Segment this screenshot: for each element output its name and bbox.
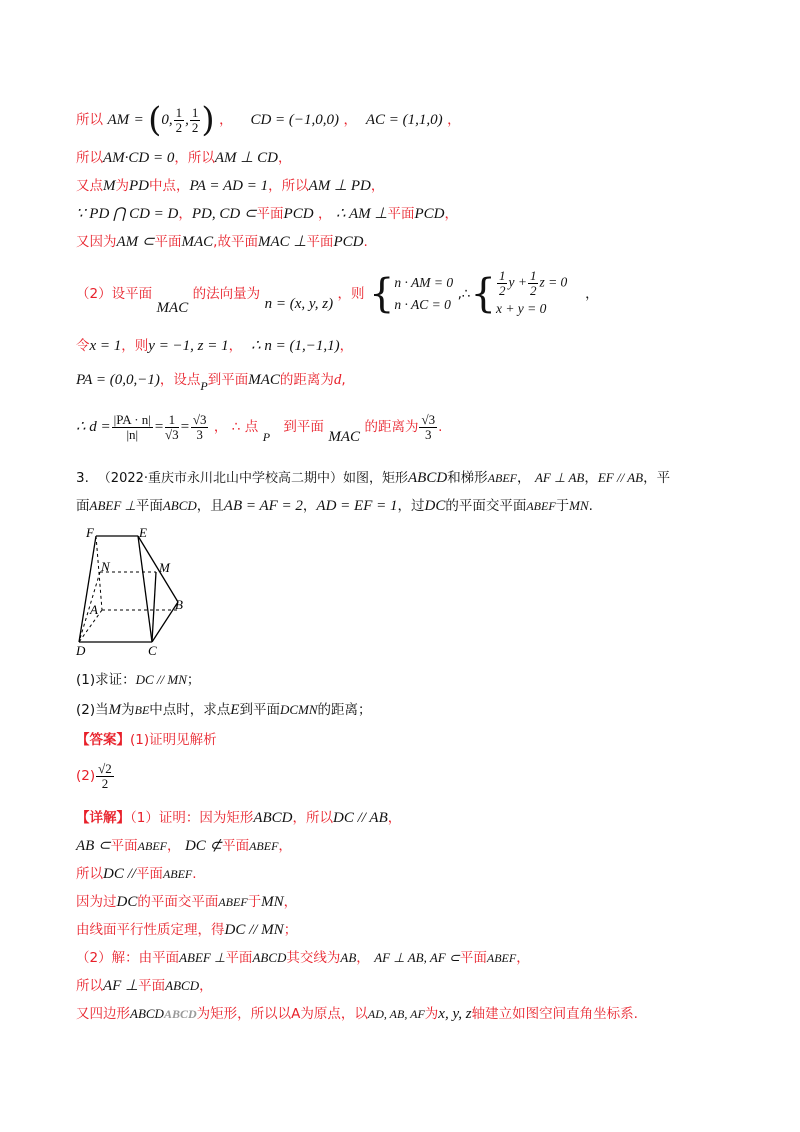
detail-6: （2）解：由平面ABEF ⊥平面ABCD其交线为AB， AF ⊥ AB, AF ⊂平面ABEF， bbox=[76, 950, 530, 966]
line-9-distance: ∴ d = $\frac{|PA \cdot n|}{|n|}$ = $\frac{1}{√3}$ = $\frac{√3}{3}$ ， ∴ 点 P 到平面 MAC 的距离为 $\frac{√3}{3}$ . bbox=[76, 411, 443, 445]
detail-5: 由线面平行性质定理，得DC // MN； bbox=[76, 922, 298, 938]
detail-4: 因为过DC的平面交平面ABEF于MN， bbox=[76, 894, 298, 910]
edge-mc bbox=[152, 572, 156, 642]
line-1: 所以 AM = (0, $\frac{1}{2}$ , $\frac{1}{2}$ ) ， CD = (−1,0,0) ， AC = (1,1,0) ， bbox=[76, 100, 461, 140]
label-e: E bbox=[139, 525, 147, 540]
answer-2: (2) $\frac{√2}{2}$ bbox=[76, 760, 112, 791]
part-2: (2)当M为BE中点时，求点E到平面DCMN的距离； bbox=[76, 702, 372, 718]
fraction: $\frac{1}{√3}$ bbox=[165, 411, 179, 442]
question-3-line-1: 3. （2022·重庆市永川北山中学校高二期中）如图，矩形ABCD和梯形ABEF， AF ⊥ AB，EF // AB，平 bbox=[76, 470, 671, 486]
fraction: $\frac{1}{2}$ bbox=[175, 104, 183, 135]
equation-system-1: n · AM = 0 n · AC = 0 bbox=[394, 275, 454, 312]
part-1: (1)求证：DC // MN； bbox=[76, 672, 201, 688]
edge-ec bbox=[138, 536, 152, 642]
geometry-figure bbox=[70, 524, 200, 664]
detail-1: 【详解】（1）证明：因为矩形ABCD，所以DC // AB， bbox=[76, 810, 402, 826]
vector-cd: CD = (−1,0,0) bbox=[250, 112, 340, 128]
detail-8: 又四边形ABCDABCD为矩形，所以以A为原点，以AD, AB, AF为x, y, z轴建立如图空间直角坐标系. bbox=[76, 1006, 638, 1022]
question-3-line-2: 面ABEF ⊥平面ABCD，且AB = AF = 2，AD = EF = 1，过DC的平面交平面ABEF于MN. bbox=[76, 498, 593, 514]
line-6-normal-vector: （2）设平面 MAC 的法向量为 n = (x, y, z) ，则 { n · AM = 0 n · AC = 0 ,∴{ $\frac{1}{2}$ y + $\frac{1}{2}$ z = 0 x + y = 0 ， bbox=[76, 268, 599, 320]
vector-ac: AC = (1,1,0) bbox=[365, 112, 443, 128]
line-7: 令x = 1，则y = −1, z = 1， ∴ n = (1,−1,1)， bbox=[76, 338, 354, 354]
edge-fd bbox=[79, 536, 96, 642]
fraction: $\frac{√2}{2}$ bbox=[98, 760, 112, 791]
fraction: $\frac{√3}{3}$ bbox=[192, 411, 207, 442]
line-8: PA = (0,0,−1)，设点P到平面MAC的距离为d, bbox=[76, 372, 346, 393]
label-c: C bbox=[148, 643, 157, 658]
label-a: A bbox=[90, 602, 98, 617]
label-n: N bbox=[101, 559, 110, 574]
line-4: ∵ PD ⋂ CD = D，PD, CD ⊂平面PCD ， ∴ AM ⊥平面PCD， bbox=[76, 206, 458, 222]
fraction: $\frac{1}{2}$ bbox=[191, 104, 199, 135]
detail-2: AB ⊂平面ABEF， DC ⊄平面ABEF， bbox=[76, 838, 292, 854]
line-2: 所以AM·CD = 0，所以AM ⊥ CD， bbox=[76, 150, 292, 166]
line-3: 又点M为PD中点，PA = AD = 1，所以AM ⊥ PD， bbox=[76, 178, 385, 194]
detail-3: 所以DC //平面ABEF. bbox=[76, 866, 197, 882]
label-f: F bbox=[86, 525, 94, 540]
label-b: B bbox=[175, 597, 183, 612]
label-m: M bbox=[159, 560, 170, 575]
line-5: 又因为AM ⊂平面MAC,故平面MAC ⊥平面PCD. bbox=[76, 234, 368, 250]
fraction: $\frac{√3}{3}$ bbox=[421, 411, 436, 442]
answer-label: 【答案】(1)证明见解析 bbox=[76, 732, 217, 748]
vector-am: AM bbox=[107, 112, 130, 128]
equation-system-2: $\frac{1}{2}$ y + $\frac{1}{2}$ z = 0 x + y = 0 bbox=[495, 267, 568, 316]
detail-7: 所以AF ⊥平面ABCD， bbox=[76, 978, 213, 994]
label-d: D bbox=[76, 643, 86, 658]
fraction: $\frac{|PA \cdot n|}{|n|}$ bbox=[113, 411, 151, 442]
edge-eb bbox=[138, 536, 178, 602]
